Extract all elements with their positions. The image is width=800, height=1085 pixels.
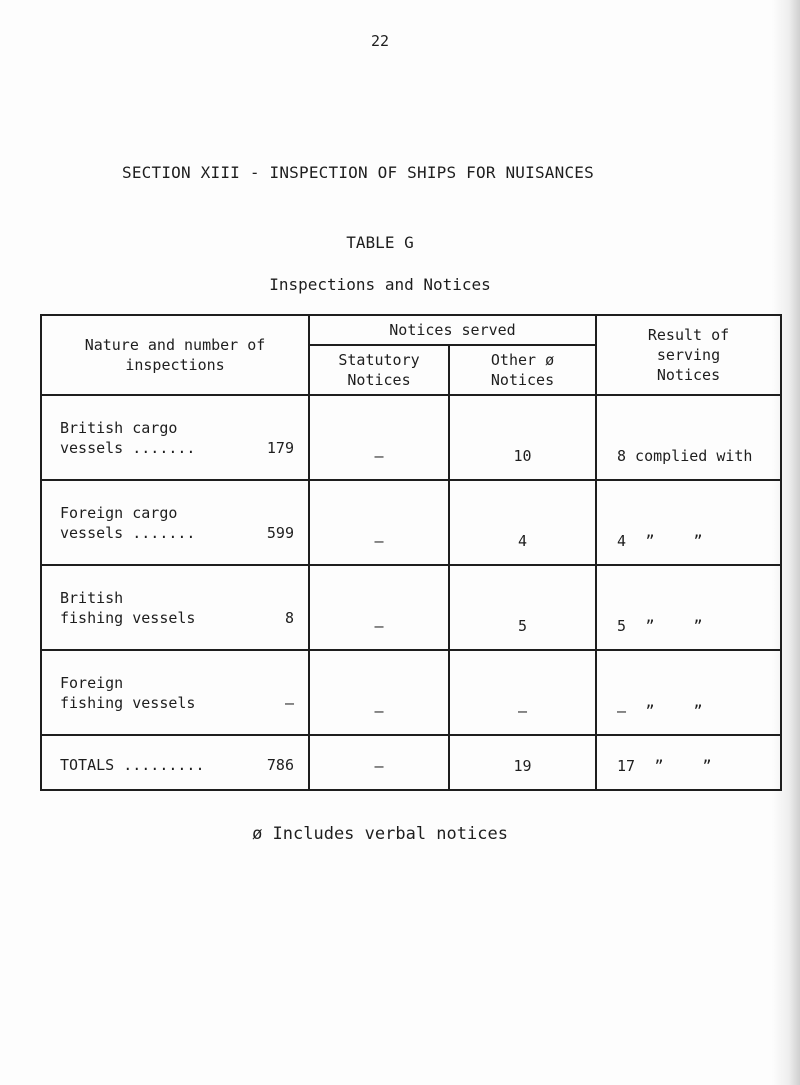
row-name-cell <box>41 650 309 735</box>
row-result: 8 complied with <box>596 395 781 480</box>
row-name-text: fishing vessels <box>60 693 196 712</box>
row-count: – <box>284 693 294 712</box>
header-notices-served: Notices served <box>309 315 596 345</box>
table-subtitle: Inspections and Notices <box>269 275 491 294</box>
ditto-mark: ” <box>645 532 655 550</box>
ditto-mark: ” <box>645 617 655 635</box>
row-statutory: – <box>309 480 449 565</box>
row-result <box>596 565 781 650</box>
totals-other: 19 <box>449 735 596 790</box>
row-result <box>596 480 781 565</box>
totals-label: TOTALS ......... <box>60 756 205 774</box>
table-row <box>41 480 781 565</box>
row-statutory: – <box>309 650 449 735</box>
row-name-line2 <box>60 438 294 458</box>
totals-statutory: – <box>309 735 449 790</box>
footnote: ø Includes verbal notices <box>252 824 508 844</box>
inspections-table <box>40 314 782 791</box>
header-result: Result of serving Notices <box>596 315 781 395</box>
row-name-line2 <box>60 608 294 628</box>
totals-count: 786 <box>266 756 294 774</box>
row-name-line1: British <box>60 588 124 607</box>
ditto-mark: ” <box>702 757 712 775</box>
row-name-text: vessels ....... <box>60 438 196 457</box>
row-name-line2 <box>60 523 294 543</box>
table-row <box>41 565 781 650</box>
totals-name-cell <box>41 735 309 790</box>
row-count: 179 <box>266 438 294 457</box>
row-name-text: vessels ....... <box>60 523 196 542</box>
ditto-mark: ” <box>693 532 703 550</box>
row-name-line1: Foreign <box>60 673 124 692</box>
table-row <box>41 650 781 735</box>
row-result <box>596 650 781 735</box>
row-name-cell <box>41 395 309 480</box>
header-nature: Nature and number of inspections <box>41 315 309 395</box>
header-statutory: Statutory Notices <box>309 345 449 395</box>
header-other: Other ø Notices <box>449 345 596 395</box>
row-other: 4 <box>449 480 596 565</box>
row-name-line1: British cargo <box>60 418 178 437</box>
ditto-mark: ” <box>654 757 664 775</box>
table-row <box>41 395 781 480</box>
result-value: 17 <box>617 757 636 775</box>
result-value: 4 <box>617 532 627 550</box>
row-other: – <box>449 650 596 735</box>
ditto-mark: ” <box>645 702 655 720</box>
row-name-cell <box>41 565 309 650</box>
row-statutory: – <box>309 395 449 480</box>
header-row <box>41 315 781 345</box>
ditto-mark: ” <box>693 617 703 635</box>
row-count: 599 <box>266 523 294 542</box>
table-label: TABLE G <box>346 233 414 252</box>
ditto-mark: ” <box>693 702 703 720</box>
row-statutory: – <box>309 565 449 650</box>
totals-row <box>41 735 781 790</box>
row-other: 10 <box>449 395 596 480</box>
row-name-text: fishing vessels <box>60 608 196 627</box>
result-value: – <box>617 702 627 720</box>
row-name-cell <box>41 480 309 565</box>
row-other: 5 <box>449 565 596 650</box>
section-title: SECTION XIII - INSPECTION OF SHIPS FOR NUISANCES <box>122 163 594 182</box>
totals-result <box>596 735 781 790</box>
row-name-line2 <box>60 693 294 713</box>
page-number: 22 <box>370 32 390 50</box>
row-name-line1: Foreign cargo <box>60 503 178 522</box>
row-count: 8 <box>284 608 294 627</box>
totals-line <box>60 755 294 775</box>
result-value: 5 <box>617 617 627 635</box>
